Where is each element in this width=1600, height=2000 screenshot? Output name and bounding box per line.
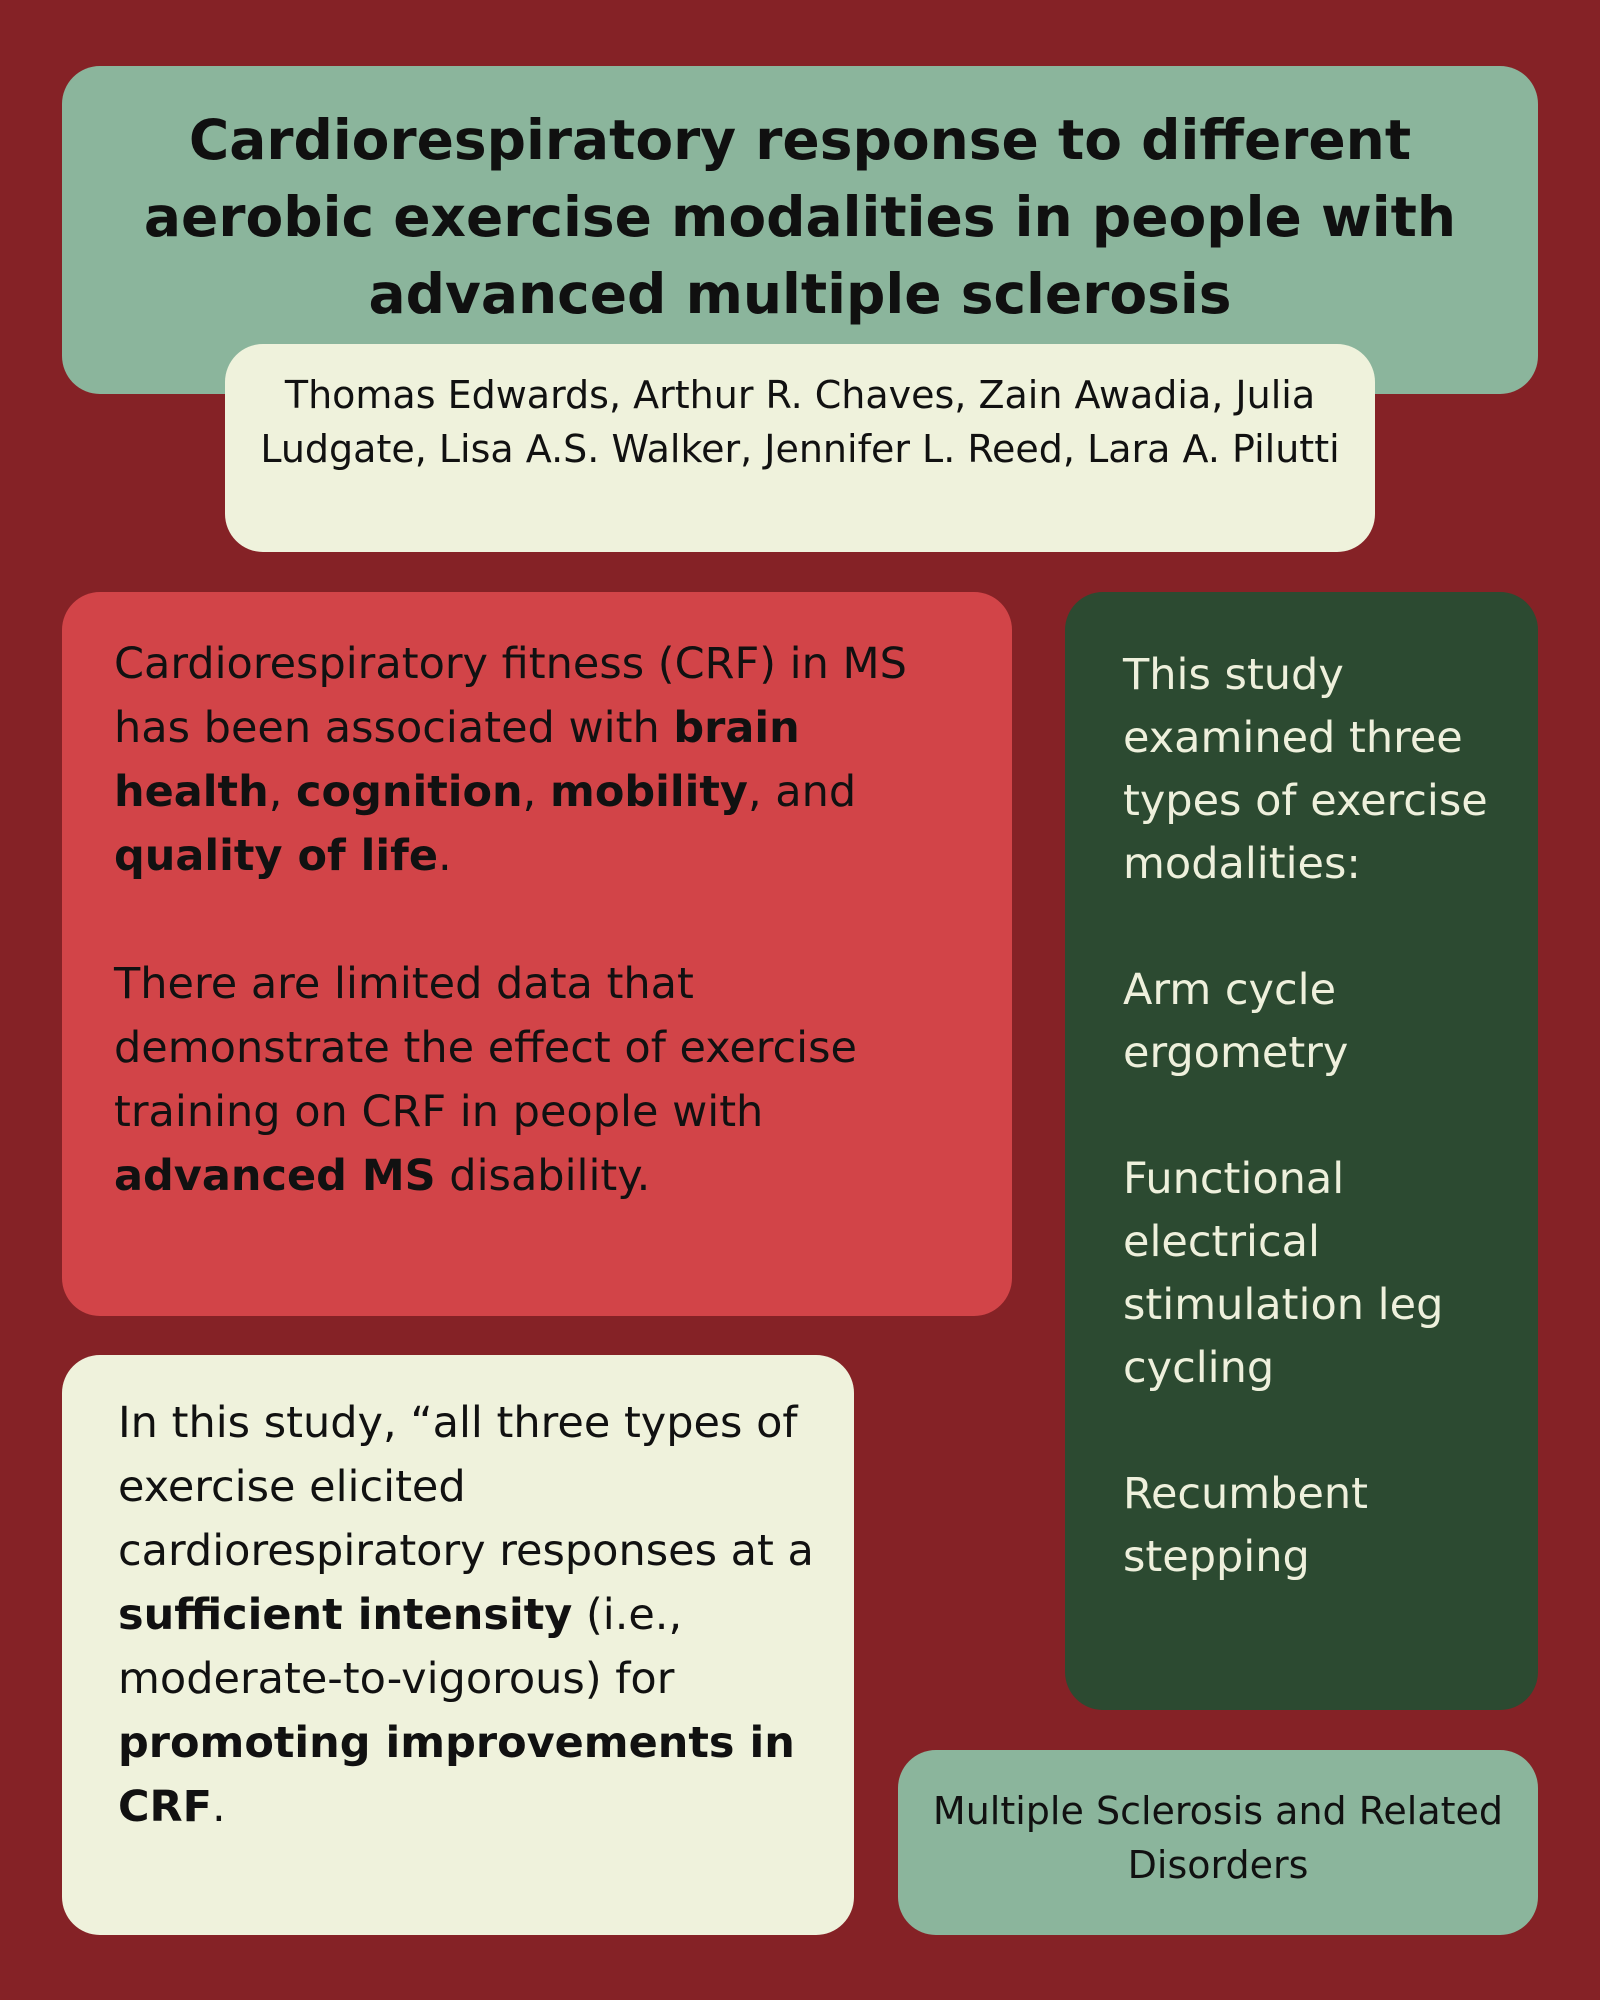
background-card xyxy=(62,592,1012,1316)
term-mobility: mobility xyxy=(550,767,748,817)
sentence-end: . xyxy=(212,1782,226,1832)
sentence-end: . xyxy=(438,831,452,881)
finding-intro-text: In this study, “all three types of exercise elicited cardiorespiratory responses at a xyxy=(118,1398,814,1576)
finding-card xyxy=(62,1355,854,1935)
limited-data-text: There are limited data that demonstrate the effect of exercise training on CRF in people with xyxy=(114,959,857,1137)
sentence-end: disability. xyxy=(435,1151,651,1201)
term-advanced-ms: advanced MS xyxy=(114,1151,436,1201)
modality-item-recumbent-stepping: Recumbent stepping xyxy=(1123,1469,1369,1582)
term-cognition: cognition xyxy=(296,767,523,817)
authors-card xyxy=(225,344,1375,552)
modality-item-fes-leg-cycling: Functional electrical stimulation leg cycling xyxy=(1123,1154,1444,1393)
finding-mid-text: (i.e., moderate-to-vigorous) for xyxy=(118,1590,683,1704)
separator: , and xyxy=(747,767,857,817)
term-brain-health: brain health xyxy=(114,703,800,817)
term-sufficient-intensity: sufficient intensity xyxy=(118,1590,573,1640)
journal-name: Multiple Sclerosis and Related Disorders xyxy=(932,1789,1504,1887)
modality-item-arm-cycle: Arm cycle ergometry xyxy=(1123,965,1349,1078)
background-intro-text: Cardiorespiratory fitness (CRF) in MS has been associated with xyxy=(114,639,907,753)
finding-paragraph xyxy=(118,1391,824,1839)
journal-card xyxy=(898,1750,1538,1935)
author-list: Thomas Edwards, Arthur R. Chaves, Zain Awadia, Julia Ludgate, Lisa A.S. Walker, Jennifer L. Reed, Lara A. Pilutti xyxy=(260,373,1340,471)
poster-title: Cardiorespiratory response to different aerobic exercise modalities in people with advanced multiple sclerosis xyxy=(143,108,1457,326)
term-quality-of-life: quality of life xyxy=(114,831,439,881)
separator: , xyxy=(522,767,551,817)
modalities-intro: This study examined three types of exercise modalities: xyxy=(1123,650,1488,889)
separator: , xyxy=(268,767,297,817)
term-promoting-improvements: promoting improvements in CRF xyxy=(118,1718,795,1832)
background-paragraph-limited-data xyxy=(114,952,972,1208)
modalities-card xyxy=(1065,592,1538,1710)
background-paragraph-crf xyxy=(114,632,972,888)
